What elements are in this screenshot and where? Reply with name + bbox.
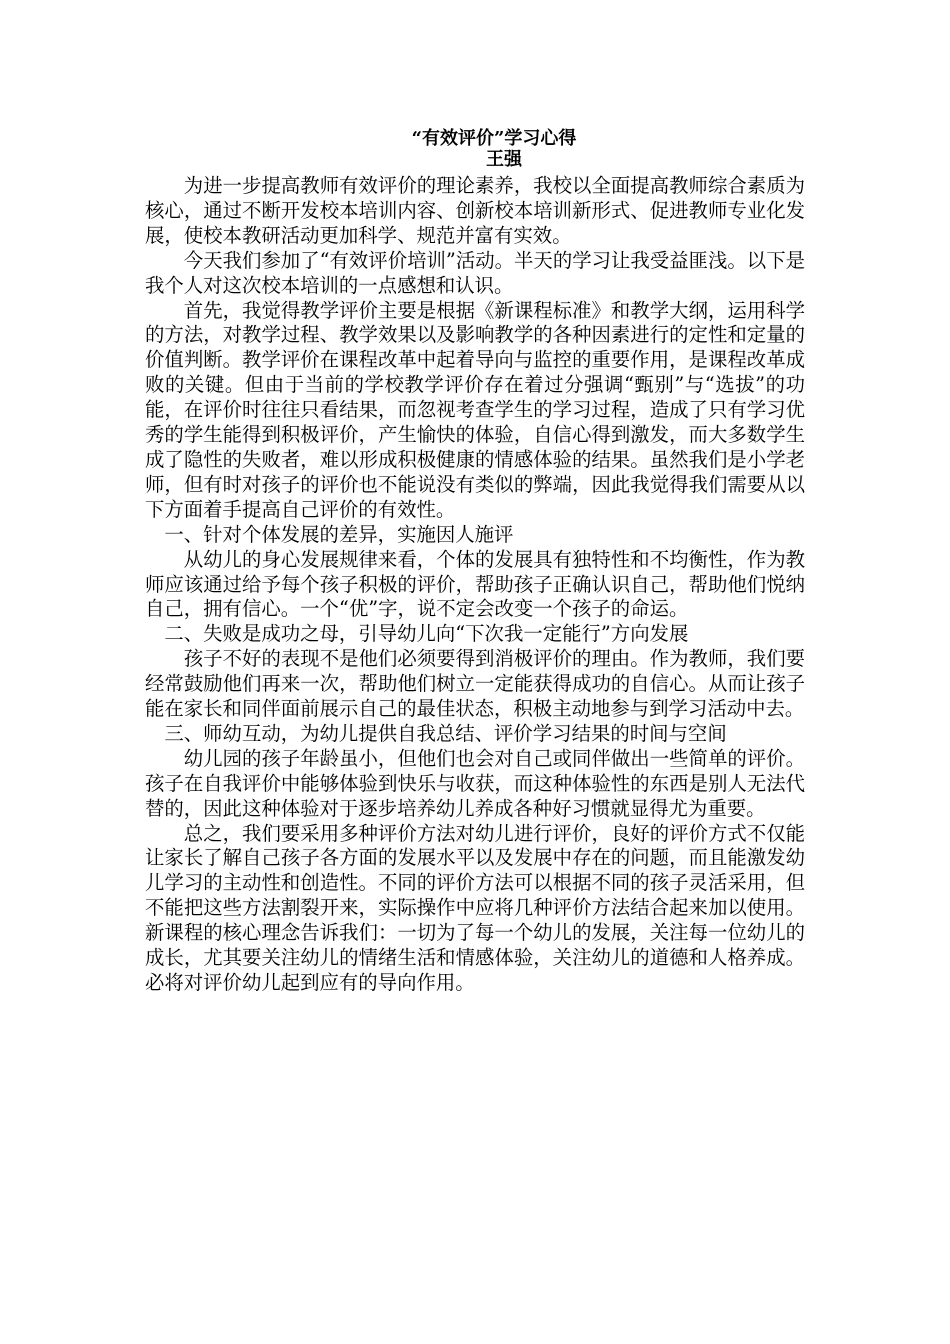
- paragraph-today: 今天我们参加了“有效评价培训”活动。半天的学习让我受益匪浅。以下是我个人对这次校本培训的一点感想和认识。: [145, 248, 805, 297]
- paragraph-section-3: 幼儿园的孩子年龄虽小，但他们也会对自己或同伴做出一些简单的评价。孩子在自我评价中能够体验到快乐与收获，而这种体验性的东西是别人无法代替的，因此这种体验对于逐步培养幼儿养成各种好习惯就显得尤为重要。: [145, 746, 805, 820]
- section-heading-1: 一、针对个体发展的差异，实施因人施评: [164, 522, 514, 546]
- paragraph-conclusion: 总之，我们要采用多种评价方法对幼儿进行评价，良好的评价方式不仅能让家长了解自己孩子各方面的发展水平以及发展中存在的问题，而且能激发幼儿学习的主动性和创造性。不同的评价方法可以根据不同的孩子灵活采用，但不能把这些方法割裂开来，实际操作中应将几种评价方法结合起来加以使用。新课程的核心理念告诉我们：一切为了每一个幼儿的发展，关注每一位幼儿的成长，尤其要关注幼儿的情绪生活和情感体验，关注幼儿的道德和人格养成。必将对评价幼儿起到应有的导向作用。: [145, 821, 805, 994]
- section-heading-2: 二、失败是成功之母，引导幼儿向“下次我一定能行”方向发展: [164, 622, 689, 646]
- paragraph-intro: 为进一步提高教师有效评价的理论素养，我校以全面提高教师综合素质为核心，通过不断开发校本培训内容、创新校本培训新形式、促进教师专业化发展，使校本教研活动更加科学、规范并富有实效。: [145, 174, 805, 247]
- paragraph-section-2: 孩子不好的表现不是他们必须要得到消极评价的理由。作为教师，我们要经常鼓励他们再来一次，帮助他们树立一定能获得成功的自信心。从而让孩子能在家长和同伴面前展示自己的最佳状态，积极主动地参与到学习活动中去。: [145, 647, 805, 721]
- document-title: “有效评价”学习心得: [411, 128, 577, 149]
- section-heading-3: 三、师幼互动，为幼儿提供自我总结、评价学习结果的时间与空间: [164, 721, 727, 745]
- document-body: [145, 128, 805, 996]
- document-author: 王强: [486, 149, 522, 170]
- paragraph-section-1: 从幼儿的身心发展规律来看，个体的发展具有独特性和不均衡性，作为教师应该通过给予每个孩子积极的评价，帮助孩子正确认识自己，帮助他们悦纳自己，拥有信心。一个“优”字，说不定会改变一个孩子的命运。: [145, 547, 805, 621]
- paragraph-first: 首先，我觉得教学评价主要是根据《新课程标准》和教学大纲，运用科学的方法，对教学过程、教学效果以及影响教学的各种因素进行的定性和定量的价值判断。教学评价在课程改革中起着导向与监控的重要作用，是课程改革成败的关键。但由于当前的学校教学评价存在着过分强调“甄别”与“选拔”的功能，在评价时往往只看结果，而忽视考查学生的学习过程，造成了只有学习优秀的学生能得到积极评价，产生愉快的体验，自信心得到激发，而大多数学生成了隐性的失败者，难以形成积极健康的情感体验的结果。虽然我们是小学老师，但有时对孩子的评价也不能说没有类似的弊端，因此我觉得我们需要从以下方面着手提高自己评价的有效性。: [145, 298, 805, 521]
